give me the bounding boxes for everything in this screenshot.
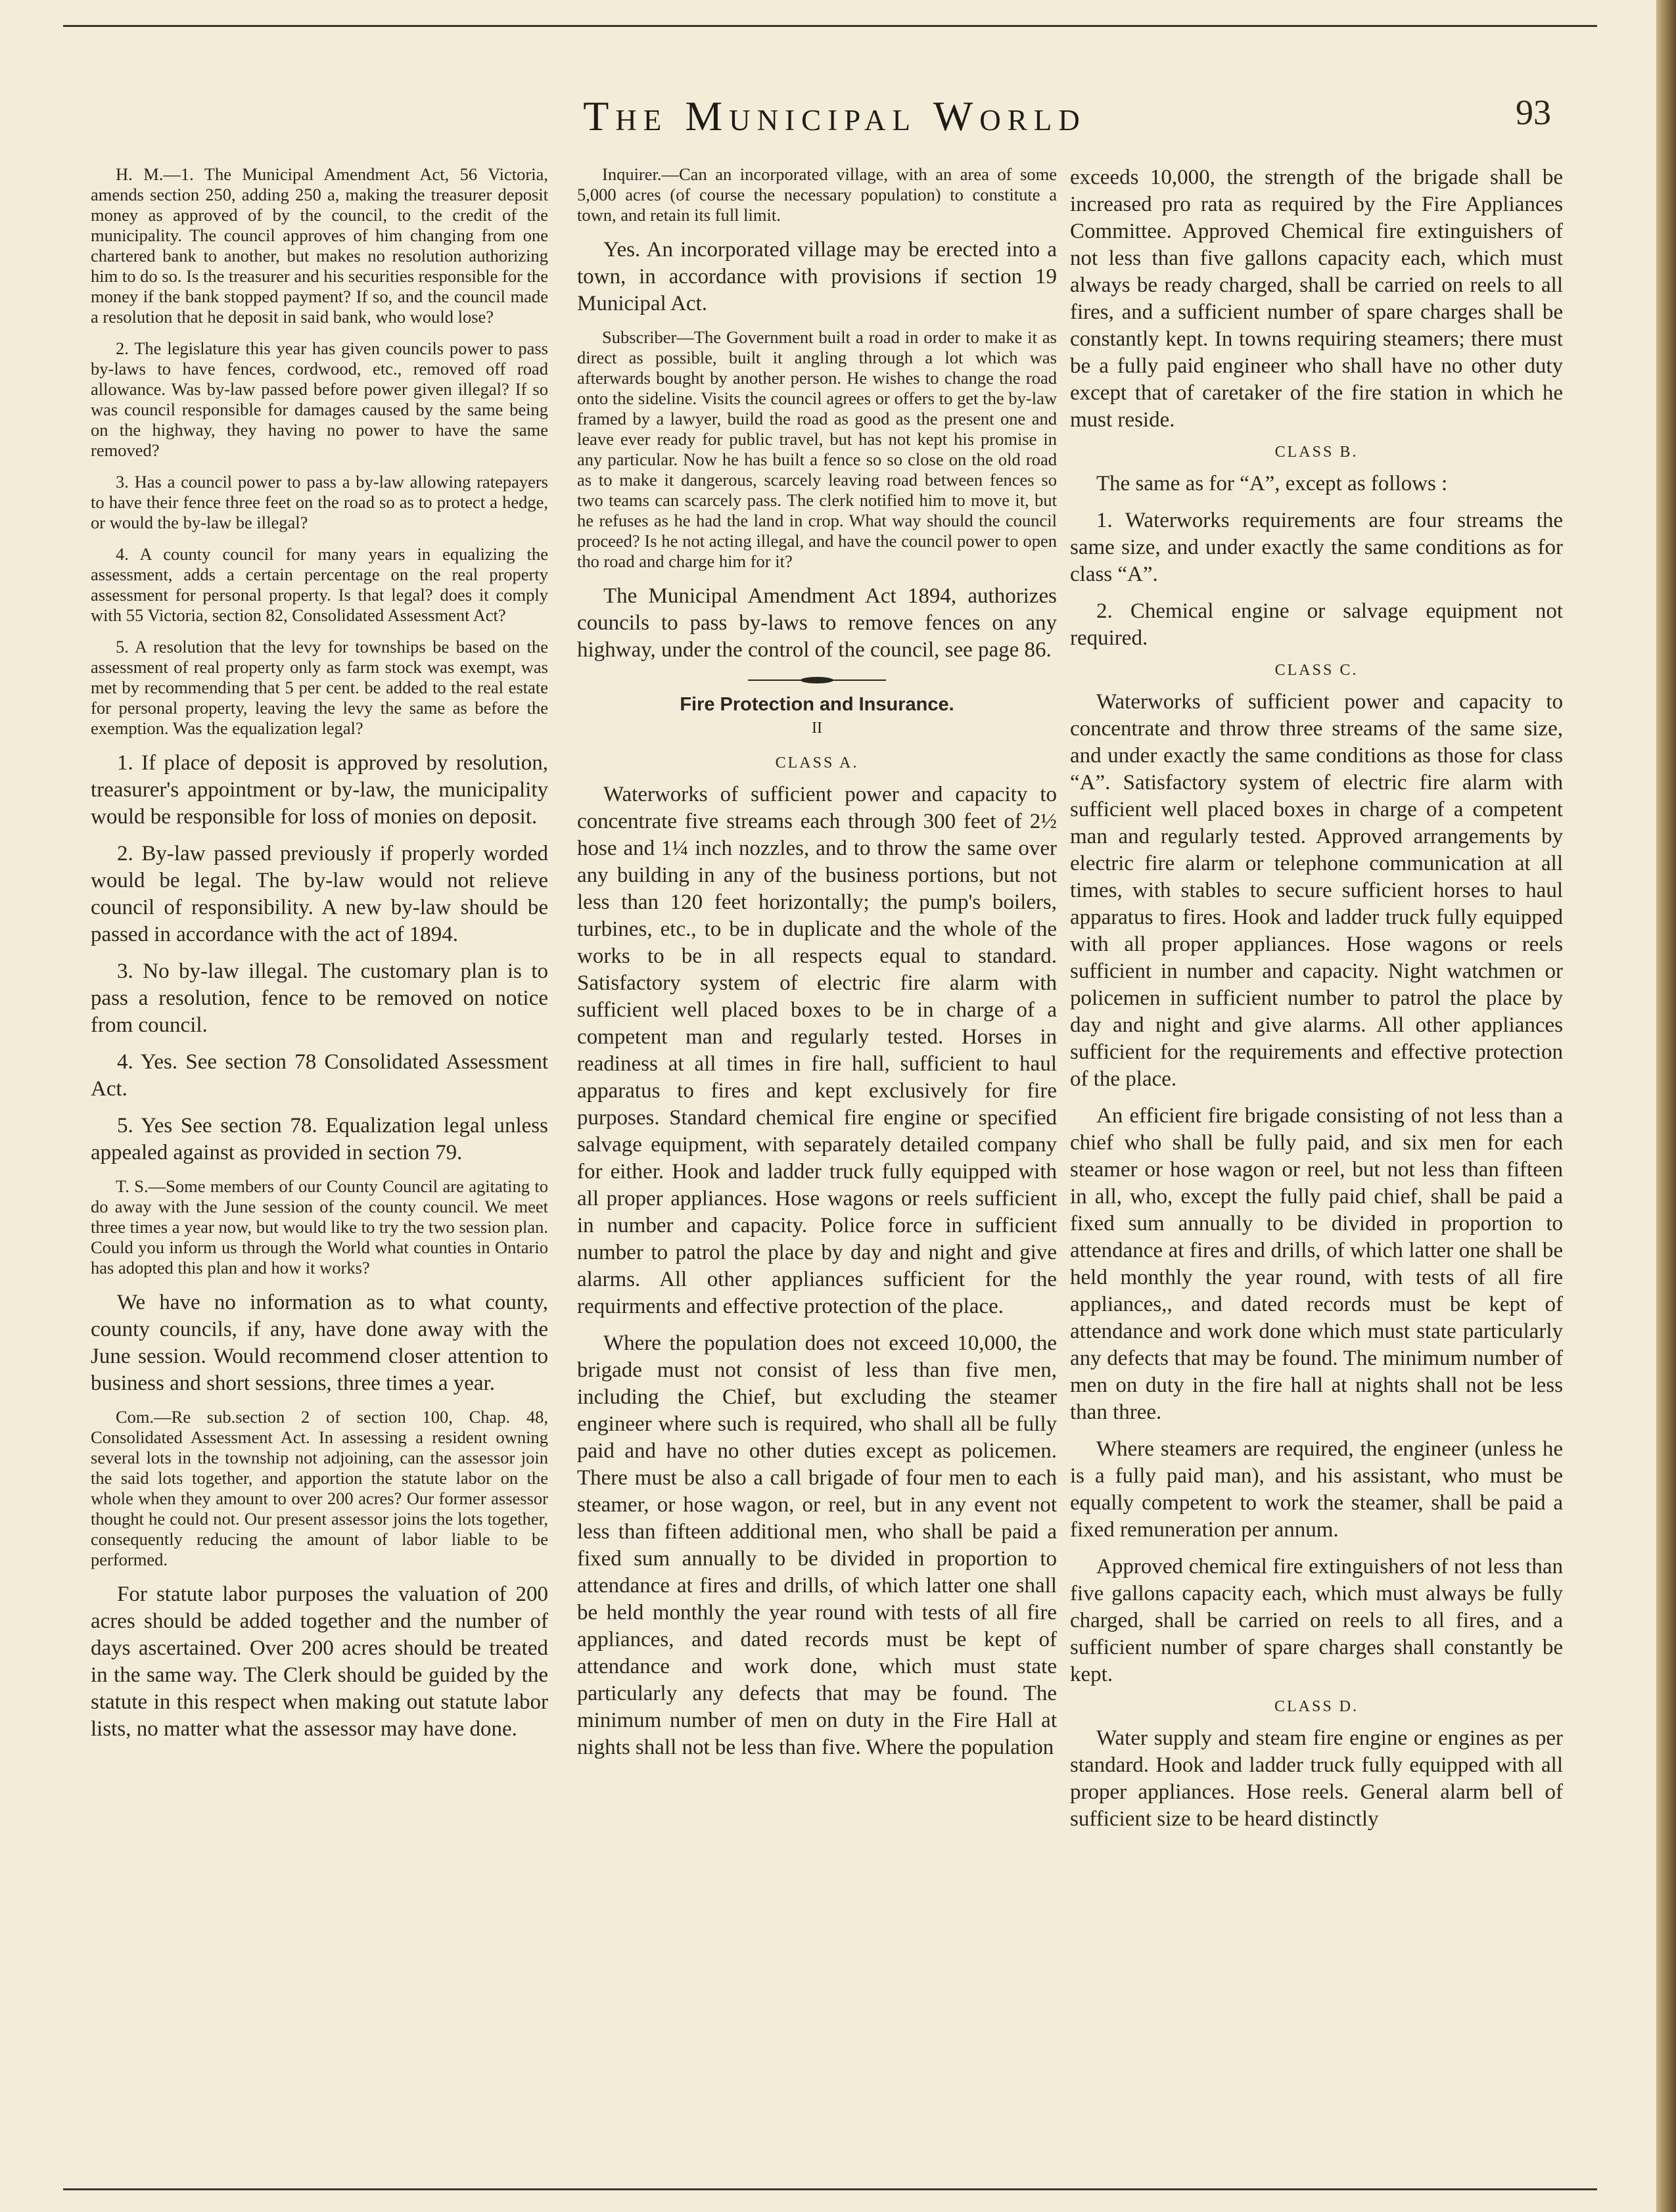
class-c-section <box>1070 689 1563 1688</box>
class-c-paragraph: Waterworks of sufficient power and capacity to concentrate and throw three streams of the same size, and under exactly the same conditions as those for class “A”. Satisfactory system of electric fire alarm with sufficient well placed boxes in charge of a competent man and regularly tested. Approved arrangements by electric fire alarm or telephone communication at all times, with stables to secure sufficient horses to haul apparatus to fires. Hook and ladder truck fully equipped with all proper appliances. Hose wagons or reels sufficient in number and capacity. Night watchmen or policemen in sufficient number to patrol the place by day and night and give alarms. All other appliances sufficient for the requirements and effective protection of the place. <box>1070 690 1563 1091</box>
query-paragraph: Com.—Re sub.section 2 of section 100, Chap. 48, Consolidated Assessment Act. In assessing a resident owning several lots in the township not adjoining, can the assessor join the said lots together, and apportion the statute labor on the whole when they amount to over 200 acres? Our former assessor thought he could not. Our present assessor joins the lots together, consequently reducing the amount of labor liable to be performed. <box>91 1407 548 1569</box>
answer-paragraph: The Municipal Amendment Act 1894, authorizes councils to pass by-laws to remove fences on any highway, under the control of the council, see page 86. <box>577 584 1057 662</box>
answer-paragraph: Yes. An incorporated village may be erected into a town, in accordance with provisions if section 19 Municipal Act. <box>577 238 1057 315</box>
query-paragraph: H. M.—1. The Municipal Amendment Act, 56 Victoria, amends section 250, adding 250 a, making the treasurer deposit money as approved of by the council, to the credit of the municipality. The council approves of him changing from one chartered bank to another, but makes no resolution authorizing him to do so. Is the treasurer and his securities responsible for the money if the bank stopped payment? If so, and the council made a resolution that he deposit in said bank, who would lose? <box>91 164 548 327</box>
column-2 <box>577 164 1057 2169</box>
top-rule <box>63 25 1597 27</box>
class-c-paragraph: An efficient fire brigade consisting of not less than a chief who shall be fully paid, and six men for each steamer or hose wagon or reel, but not less than fifteen in all, who, except the fully paid chief, shall be paid a fixed sum annually to be divided in proportion to attendance at fires and drills, of which latter one shall be held monthly the year round, with tests of all fire appliances,, and dated records must be kept of attendance and work done which must state particularly any defects that may be found. The minimum number of men on duty in the fire hall at nights shall not be less than three. <box>1070 1104 1563 1424</box>
class-a-heading: CLASS A. <box>775 754 859 772</box>
query-paragraph: Subscriber—The Government built a road in order to make it as direct as possible, built it angling through a lot which was afterwards bought by another person. He wishes to change the road onto the sideline. Visits the council agrees or offers to get the by-law framed by a lawyer, build the road as good as the present one and leave ever ready for public travel, but has not kept his promise in any particular. Now he has built a fence so so close on the old road as to make it dangerous, scarcely leaving road between fences so two teams can scarcely pass. The clerk notified him to move it, but he refuses as he had the land in crop. What way should the council proceed? Is he not acting illegal, and have the council power to open tho road and charge him for it? <box>577 327 1057 571</box>
query-paragraph: T. S.—Some members of our County Council are agitating to do away with the June session of the county council. We meet three times a year now, but would like to try the two session plan. Could you inform us through the World what counties in Ontario has adopted this plan and how it works? <box>91 1176 548 1278</box>
class-d-paragraph: Water supply and steam fire engine or engines as per standard. Hook and ladder truck fully equipped with all proper appliances. Hose reels. General alarm bell of sufficient size to be heard distinctly <box>1070 1726 1563 1831</box>
answer-paragraph: 1. If place of deposit is approved by resolution, treasurer's appointment or by-law, the municipality would be responsible for loss of monies on deposit. <box>91 751 548 829</box>
bottom-rule <box>63 2188 1597 2190</box>
class-b-paragraph: 2. Chemical engine or salvage equipment not required. <box>1070 599 1563 650</box>
class-b-section <box>1070 471 1563 652</box>
class-b-paragraph: 1. Waterworks requirements are four streams the same size, and under exactly the same conditions as for class “A”. <box>1070 509 1563 586</box>
answer-paragraph: 2. By-law passed previously if properly worded would be legal. The by-law would not relieve council of responsibility. A new by-law should be passed in accordance with the act of 1894. <box>91 842 548 946</box>
page-title: The Municipal World <box>583 93 1086 139</box>
column-1 <box>91 164 548 2169</box>
ornamental-divider <box>748 676 886 685</box>
column-2-questions <box>577 164 1057 664</box>
page-number: 93 <box>1516 93 1551 132</box>
class-d-heading: CLASS D. <box>1274 1698 1359 1715</box>
class-c-heading: CLASS C. <box>1274 662 1359 679</box>
column-3 <box>1070 164 1563 2169</box>
class-d-section <box>1070 1725 1563 1833</box>
answer-paragraph: 4. Yes. See section 78 Consolidated Assessment Act. <box>91 1050 548 1101</box>
answer-paragraph: We have no information as to what county, county councils, if any, have done away with the June session. Would recommend closer attention to business and short sessions, three times a year. <box>91 1291 548 1395</box>
class-b-heading: CLASS B. <box>1274 444 1359 461</box>
class-b-paragraph: The same as for “A”, except as follows : <box>1096 472 1448 495</box>
binding-edge <box>1656 0 1676 2212</box>
article-part: II <box>812 720 822 737</box>
query-paragraph: 4. A county council for many years in equalizing the assessment, adds a certain percentage on the real property assessment for personal property. Is that legal? does it comply with 55 Victoria, section 82, Consolidated Assessment Act? <box>91 544 548 625</box>
class-c-paragraph: Approved chemical fire extinguishers of not less than five gallons capacity each, which must always be fully charged, shall be carried on reels to all fires, and a sufficient number of spare charges shall constantly be kept. <box>1070 1555 1563 1686</box>
query-paragraph: 5. A resolution that the levy for townships be based on the assessment of real property only as farm stock was exempt, was met by recommending that 5 per cent. be added to the real estate for personal property, leaving the levy the same as before the exemption. Was the equalization legal? <box>91 637 548 738</box>
class-a-paragraph: Waterworks of sufficient power and capacity to concentrate five streams each through 300 feet of 2½ hose and 1¼ inch nozzles, and to throw the same over any building in any of the business portions, but not less than 120 feet horizontally; the pump's boilers, turbines, etc., to be in duplicate and the whole of the works to be in all respects equal to standard. Satisfactory system of electric fire alarm with sufficient well placed boxes to be in charge of a competent man and regularly tested. Horses in readiness at all times in fire hall, sufficient to haul apparatus to fires and kept exclusively for fire purposes. Standard chemical fire engine or specified salvage equipment, with separately detailed company for either. Hook and ladder truck fully equipped with all proper appliances. Hose wagons or reels sufficient in number and capacity. Police force in sufficient number to patrol the place by day and night and give alarms. All other appliances sufficient for the requirments and effective protection of the place. <box>577 783 1057 1318</box>
class-c-paragraph: Where steamers are required, the engineer (unless he is a fully paid man), and his assistant, who must be equally competent to work the steamer, shall be paid a fixed remuneration per annum. <box>1070 1437 1563 1542</box>
query-paragraph: Inquirer.—Can an incorporated village, with an area of some 5,000 acres (of course the necessary population) to constitute a town, and retain its full limit. <box>577 164 1057 225</box>
answer-paragraph: 3. No by-law illegal. The customary plan is to pass a resolution, fence to be removed on notice from council. <box>91 959 548 1037</box>
query-paragraph: 3. Has a council power to pass a by-law allowing ratepayers to have their fence three feet on the road so as to protect a hedge, or would the by-law be illegal? <box>91 472 548 532</box>
answer-paragraph: 5. Yes See section 78. Equalization legal unless appealed against as provided in section 79. <box>91 1114 548 1164</box>
query-paragraph: 2. The legislature this year has given councils power to pass by-laws to have fences, cordwood, etc., removed off road allowance. Was by-law passed before power given illegal? If so was council responsible for damages caused by the same being on the highway, they having no power to have the same removed? <box>91 338 548 460</box>
class-a-continuation: exceeds 10,000, the strength of the brigade shall be increased pro rata as required by the Fire Appliances Committee. Approved Chemical fire extinguishers of not less than five gallons capacity each, which must always be ready charged, shall be carried on reels to all fires, and a sufficient number of spare charges shall be constantly kept. In towns requiring steamers; there must be a fully paid engineer who shall have no other duty except that of caretaker of the fire station in which he must reside. <box>1070 166 1563 432</box>
page-header <box>85 92 1584 145</box>
article-title: Fire Protection and Insurance. <box>680 694 954 715</box>
class-a-section <box>577 781 1057 1761</box>
answer-paragraph: For statute labor purposes the valuation of 200 acres should be added together and the number of days ascertained. Over 200 acres should be treated in the same way. The Clerk should be guided by the statute in this respect when making out statute labor lists, no matter what the assessor may have done. <box>91 1582 548 1741</box>
class-a-paragraph: Where the population does not exceed 10,000, the brigade must not consist of less than five men, including the Chief, but excluding the steamer engineer where such is required, who shall all be fully paid and have no other duties except as policemen. There must be also a call brigade of four men to each steamer, or hose wagon, or reel, but in any event not less than fifteen additional men, who shall be paid a fixed sum annually to be divided in proportion to attendance at fires and drills, of which latter one shall be held monthly the year round with tests of all fire appliances, and dated records must be kept of attendance and work done, which must state particularly any defects that may be found. The minimum number of men on duty in the Fire Hall at nights shall not be less than five. Where the population <box>577 1331 1057 1759</box>
